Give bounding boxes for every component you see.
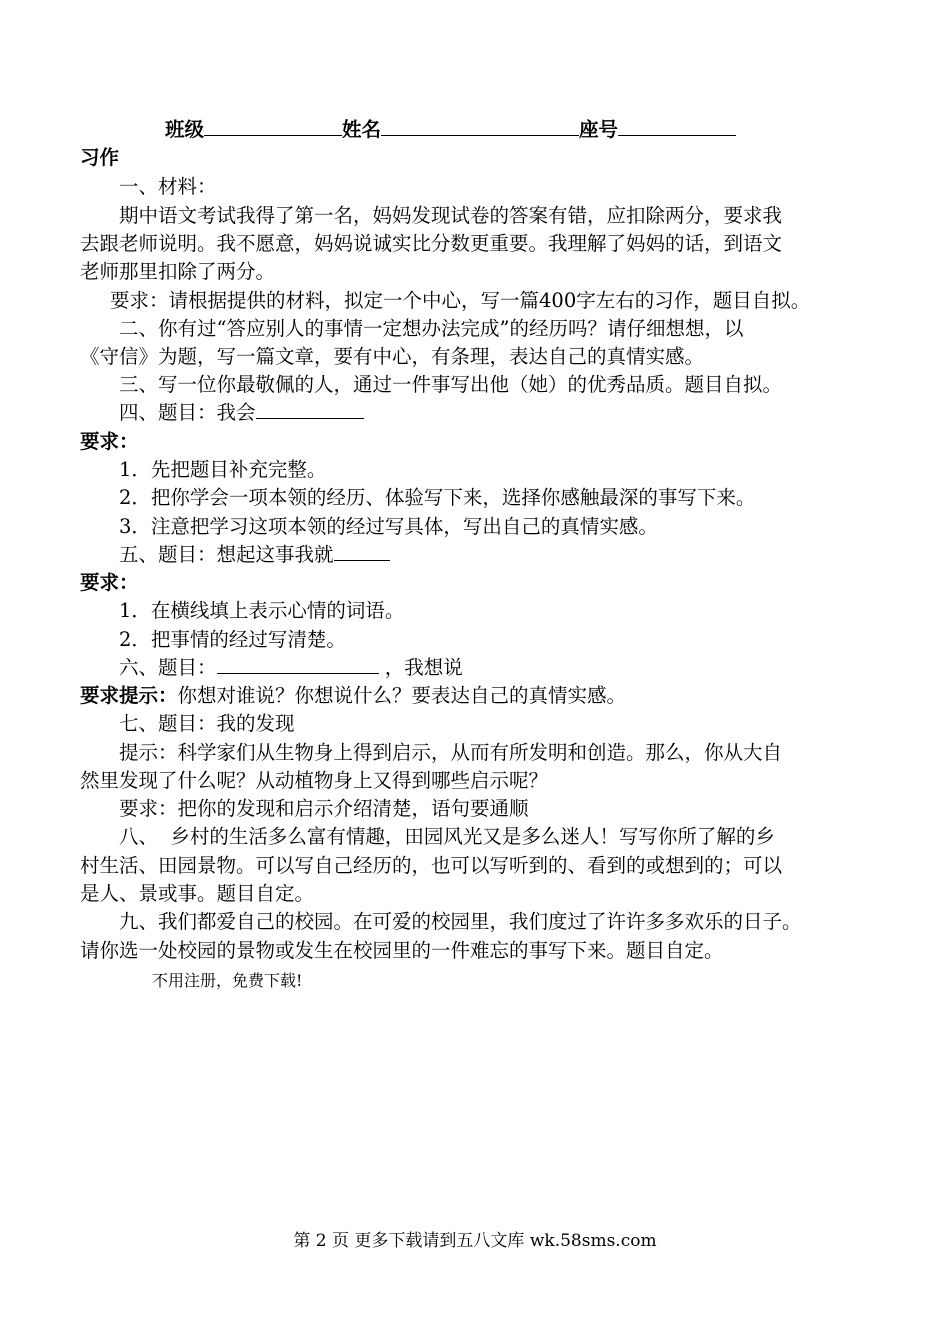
item-6-requirement-label: 要求提示： bbox=[80, 684, 178, 707]
student-info-header bbox=[165, 116, 736, 144]
item-7-hint: 提示：科学家们从生物身上得到启示，从而有所发明和创造。那么，你从大自 bbox=[119, 741, 783, 764]
item-4-title-text: 四、题目：我会 bbox=[119, 401, 256, 424]
seat-label: 座号 bbox=[579, 118, 619, 141]
item-8-text: 村生活、田园景物。可以写自己经历的，也可以写听到的、看到的或想到的；可以 bbox=[80, 854, 783, 877]
item-1-text: 老师那里扣除了两分。 bbox=[80, 260, 276, 283]
seat-blank bbox=[618, 117, 736, 136]
item-4-title bbox=[119, 399, 919, 427]
item-7-title: 七、题目：我的发现 bbox=[119, 712, 295, 735]
name-blank bbox=[381, 117, 579, 136]
item-6-blank bbox=[217, 655, 379, 674]
item-7-requirement: 要求：把你的发现和启示介绍清楚，语句要通顺 bbox=[119, 797, 529, 820]
item-2-text: 二、你有过“答应别人的事情一定想办法完成”的经历吗？请仔细想想，以 bbox=[119, 317, 744, 340]
item-8-text: 八、 乡村的生活多么富有情趣，田园风光又是多么迷人！写写你所了解的乡 bbox=[119, 825, 775, 848]
name-label: 姓名 bbox=[342, 118, 382, 141]
item-4-requirement-label: 要求： bbox=[80, 430, 139, 453]
item-1-title: 一、材料： bbox=[119, 175, 217, 198]
item-4-requirement: 3．注意把学习这项本领的经过写具体，写出自己的真情实感。 bbox=[119, 515, 658, 538]
item-5-requirement: 1．在横线填上表示心情的词语。 bbox=[119, 599, 405, 622]
item-1-text: 期中语文考试我得了第一名，妈妈发现试卷的答案有错，应扣除两分，要求我 bbox=[119, 204, 783, 227]
item-7-hint: 然里发现了什么呢？从动植物身上又得到哪些启示呢？ bbox=[80, 769, 549, 792]
item-6-title-end: ，我想说 bbox=[384, 656, 463, 679]
download-note: 不用注册，免费下载! bbox=[152, 971, 303, 990]
item-5-blank bbox=[334, 542, 390, 561]
class-label: 班级 bbox=[165, 118, 205, 141]
item-6-requirement-text: 你想对谁说？你想说什么？要表达自己的真情实感。 bbox=[177, 684, 627, 707]
item-9-text: 请你选一处校园的景物或发生在校园里的一件难忘的事写下来。题目自定。 bbox=[80, 939, 724, 962]
section-title: 习作 bbox=[80, 146, 120, 169]
item-4-blank bbox=[256, 400, 364, 419]
item-5-requirement: 2．把事情的经过写清楚。 bbox=[119, 628, 346, 651]
item-8-text: 是人、景或事。题目自定。 bbox=[80, 882, 315, 905]
page-footer: 第 2 页 更多下载请到五八文库 wk.58sms.com bbox=[293, 1231, 657, 1251]
item-9-text: 九、我们都爱自己的校园。在可爱的校园里，我们度过了许许多多欢乐的日子。 bbox=[119, 910, 802, 933]
item-5-requirement-label: 要求： bbox=[80, 571, 139, 594]
class-blank bbox=[204, 117, 342, 136]
item-6-requirement bbox=[80, 682, 880, 710]
item-6-title bbox=[119, 654, 919, 682]
item-1-requirement: 要求：请根据提供的材料，拟定一个中心，写一篇400字左右的习作，题目自拟。 bbox=[110, 289, 811, 312]
item-2-text: 《守信》为题，写一篇文章，要有中心，有条理，表达自己的真情实感。 bbox=[80, 345, 705, 368]
item-5-title-text: 五、题目：想起这事我就 bbox=[119, 543, 334, 566]
item-3-text: 三、写一位你最敬佩的人，通过一件事写出他（她）的优秀品质。题目自拟。 bbox=[119, 373, 783, 396]
item-5-title bbox=[119, 541, 919, 569]
item-6-title-start: 六、题目： bbox=[119, 656, 217, 679]
item-4-requirement: 2．把你学会一项本领的经历、体验写下来，选择你感触最深的事写下来。 bbox=[119, 486, 756, 509]
item-1-text: 去跟老师说明。我不愿意，妈妈说诚实比分数更重要。我理解了妈妈的话，到语文 bbox=[80, 232, 783, 255]
item-4-requirement: 1．先把题目补充完整。 bbox=[119, 458, 327, 481]
